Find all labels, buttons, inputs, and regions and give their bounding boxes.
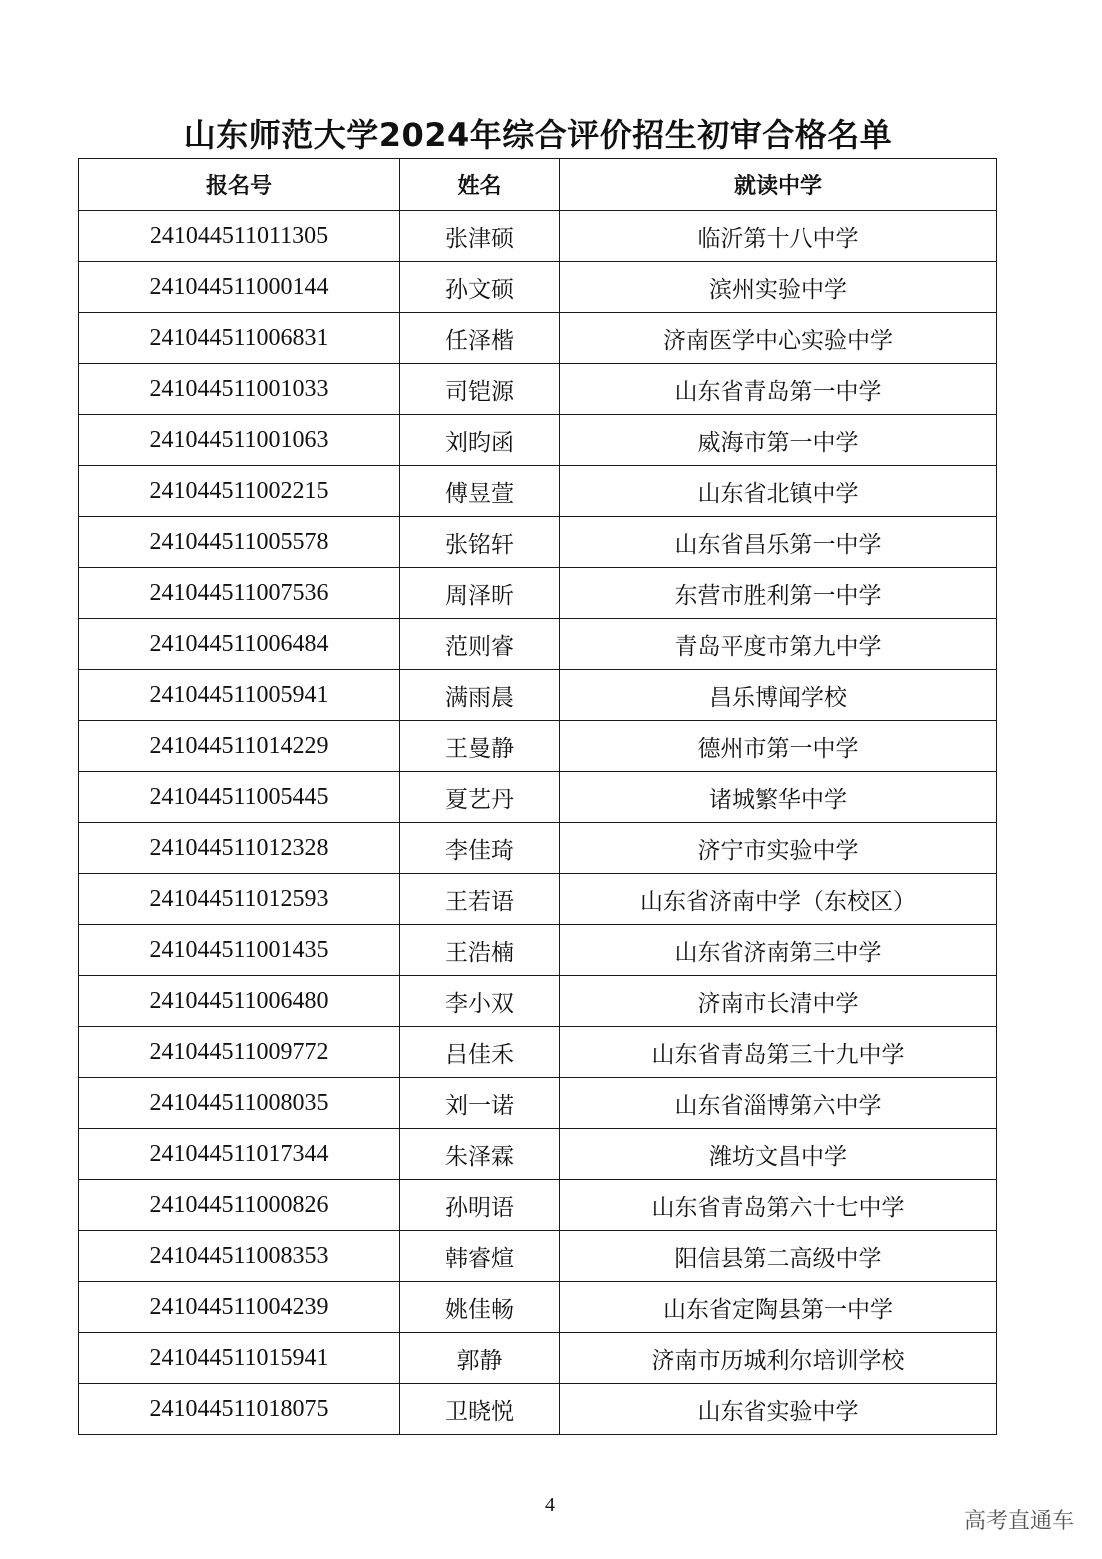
- registration-number-cell: 241044511012593: [79, 874, 400, 925]
- registration-number-cell: 241044511004239: [79, 1282, 400, 1333]
- table-row: [79, 1282, 997, 1333]
- table-row: [79, 415, 997, 466]
- school-cell: 济南市历城利尔培训学校: [560, 1333, 997, 1384]
- school-cell: 山东省北镇中学: [560, 466, 997, 517]
- school-cell: 青岛平度市第九中学: [560, 619, 997, 670]
- student-name-cell: 刘昀函: [400, 415, 560, 466]
- student-name-cell: 刘一诺: [400, 1078, 560, 1129]
- school-cell: 山东省济南第三中学: [560, 925, 997, 976]
- table-row: [79, 1027, 997, 1078]
- school-cell: 济南市长清中学: [560, 976, 997, 1027]
- table-header: [79, 159, 997, 211]
- student-name-cell: 李小双: [400, 976, 560, 1027]
- registration-number-cell: 241044511014229: [79, 721, 400, 772]
- table-row: [79, 364, 997, 415]
- student-name-cell: 孙文硕: [400, 262, 560, 313]
- school-cell: 德州市第一中学: [560, 721, 997, 772]
- watermark-text: 高考直通车: [963, 1509, 1074, 1534]
- school-cell: 滨州实验中学: [560, 262, 997, 313]
- header-registration-number: 报名号: [79, 159, 400, 211]
- registration-number-cell: 241044511005941: [79, 670, 400, 721]
- student-name-cell: 司铠源: [400, 364, 560, 415]
- table-body: [79, 211, 997, 1435]
- school-cell: 昌乐博闻学校: [560, 670, 997, 721]
- student-name-cell: 满雨晨: [400, 670, 560, 721]
- student-name-cell: 朱泽霖: [400, 1129, 560, 1180]
- student-name-cell: 任泽楷: [400, 313, 560, 364]
- table-row: [79, 1180, 997, 1231]
- school-cell: 威海市第一中学: [560, 415, 997, 466]
- table-row: [79, 1384, 997, 1435]
- student-name-cell: 张铭轩: [400, 517, 560, 568]
- page-number: 4: [545, 1494, 555, 1516]
- student-name-cell: 范则睿: [400, 619, 560, 670]
- table-row: [79, 262, 997, 313]
- registration-number-cell: 241044511006480: [79, 976, 400, 1027]
- registration-number-cell: 241044511001063: [79, 415, 400, 466]
- student-name-cell: 李佳琦: [400, 823, 560, 874]
- admission-list-table: [78, 158, 997, 1435]
- table-row: [79, 670, 997, 721]
- registration-number-cell: 241044511009772: [79, 1027, 400, 1078]
- table-row: [79, 772, 997, 823]
- registration-number-cell: 241044511000144: [79, 262, 400, 313]
- student-name-cell: 王曼静: [400, 721, 560, 772]
- page-title: 山东师范大学2024年综合评价招生初审合格名单: [183, 116, 893, 154]
- student-name-cell: 郭静: [400, 1333, 560, 1384]
- school-cell: 山东省实验中学: [560, 1384, 997, 1435]
- table-row: [79, 874, 997, 925]
- student-name-cell: 周泽昕: [400, 568, 560, 619]
- student-name-cell: 王浩楠: [400, 925, 560, 976]
- table-row: [79, 721, 997, 772]
- school-cell: 山东省青岛第六十七中学: [560, 1180, 997, 1231]
- student-name-cell: 姚佳畅: [400, 1282, 560, 1333]
- school-cell: 山东省青岛第一中学: [560, 364, 997, 415]
- registration-number-cell: 241044511001435: [79, 925, 400, 976]
- table-row: [79, 1129, 997, 1180]
- student-name-cell: 卫晓悦: [400, 1384, 560, 1435]
- registration-number-cell: 241044511002215: [79, 466, 400, 517]
- registration-number-cell: 241044511017344: [79, 1129, 400, 1180]
- table-row: [79, 823, 997, 874]
- header-row: [79, 159, 997, 211]
- registration-number-cell: 241044511005445: [79, 772, 400, 823]
- school-cell: 济南医学中心实验中学: [560, 313, 997, 364]
- registration-number-cell: 241044511011305: [79, 211, 400, 262]
- header-school: 就读中学: [560, 159, 997, 211]
- registration-number-cell: 241044511007536: [79, 568, 400, 619]
- school-cell: 东营市胜利第一中学: [560, 568, 997, 619]
- registration-number-cell: 241044511005578: [79, 517, 400, 568]
- student-name-cell: 吕佳禾: [400, 1027, 560, 1078]
- student-name-cell: 张津硕: [400, 211, 560, 262]
- registration-number-cell: 241044511008035: [79, 1078, 400, 1129]
- table-row: [79, 619, 997, 670]
- table-row: [79, 1333, 997, 1384]
- registration-number-cell: 241044511006484: [79, 619, 400, 670]
- table-row: [79, 1231, 997, 1282]
- table-row: [79, 568, 997, 619]
- student-name-cell: 王若语: [400, 874, 560, 925]
- registration-number-cell: 241044511006831: [79, 313, 400, 364]
- school-cell: 临沂第十八中学: [560, 211, 997, 262]
- school-cell: 山东省济南中学（东校区）: [560, 874, 997, 925]
- table-row: [79, 925, 997, 976]
- registration-number-cell: 241044511001033: [79, 364, 400, 415]
- school-cell: 山东省青岛第三十九中学: [560, 1027, 997, 1078]
- school-cell: 山东省定陶县第一中学: [560, 1282, 997, 1333]
- table-row: [79, 313, 997, 364]
- table-row: [79, 517, 997, 568]
- school-cell: 诸城繁华中学: [560, 772, 997, 823]
- table-row: [79, 211, 997, 262]
- school-cell: 山东省昌乐第一中学: [560, 517, 997, 568]
- school-cell: 潍坊文昌中学: [560, 1129, 997, 1180]
- student-name-cell: 夏艺丹: [400, 772, 560, 823]
- registration-number-cell: 241044511000826: [79, 1180, 400, 1231]
- table-row: [79, 1078, 997, 1129]
- school-cell: 阳信县第二高级中学: [560, 1231, 997, 1282]
- header-name: 姓名: [400, 159, 560, 211]
- table-row: [79, 976, 997, 1027]
- registration-number-cell: 241044511015941: [79, 1333, 400, 1384]
- school-cell: 济宁市实验中学: [560, 823, 997, 874]
- student-name-cell: 韩睿煊: [400, 1231, 560, 1282]
- table-row: [79, 466, 997, 517]
- registration-number-cell: 241044511012328: [79, 823, 400, 874]
- student-name-cell: 孙明语: [400, 1180, 560, 1231]
- student-name-cell: 傅昱萱: [400, 466, 560, 517]
- registration-number-cell: 241044511018075: [79, 1384, 400, 1435]
- registration-number-cell: 241044511008353: [79, 1231, 400, 1282]
- school-cell: 山东省淄博第六中学: [560, 1078, 997, 1129]
